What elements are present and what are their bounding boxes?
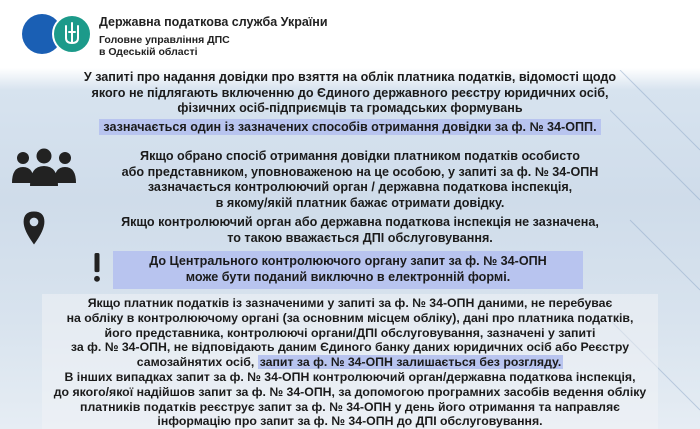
intro-highlight: зазначається один із зазначених способів отримання довідки за ф. № 34-ОПП. xyxy=(99,119,600,135)
mismatch-paragraph xyxy=(10,296,690,429)
header xyxy=(0,0,700,64)
mismatch-line-7: до якого/якої надійшов запит за ф. № 34-ОПН, за допомогою програмних засобів ведення обліку xyxy=(53,384,647,399)
central-line-1: До Центрального контролюючого органу запит за ф. № 34-ОПН xyxy=(149,254,547,268)
department-name xyxy=(99,34,230,58)
central-line-2: може бути поданий виключно в електронній формі. xyxy=(185,269,511,284)
personal-line-2: або представником, уповноваженою на це особою, у запиті за ф. № 34-ОПН xyxy=(121,164,599,179)
mismatch-line-1: Якщо платник податків із зазначеними у запиті за ф. № 34-ОПН даними, не перебуває xyxy=(87,296,613,310)
location-line-1: Якщо контролюючий орган або державна податкова інспекція не зазначена, xyxy=(121,215,599,229)
personal-line-4: в якому/якій платник бажає отримати довідку. xyxy=(215,195,505,210)
location-pin-icon xyxy=(21,208,47,248)
location-line-2: то такою вважається ДПІ обслуговування. xyxy=(227,230,493,245)
department-line-1: Головне управління ДПС xyxy=(99,34,230,46)
department-line-2: в Одеській області xyxy=(99,46,198,58)
mismatch-line-4: за ф. № 34-ОПН, не відповідають даним Єдиного банку даних юридичних осіб або Реєстру xyxy=(70,340,630,355)
intro-line-1: У запиті про надання довідки про взяття на облік платника податків, відомості щодо xyxy=(83,70,617,84)
mismatch-highlight: запит за ф. № 34-ОПН залишається без розгляду. xyxy=(259,355,562,370)
mismatch-line-2: на обліку в контролюючому органі (за основним місцем обліку), дані про платника податків, xyxy=(66,310,634,325)
intro-line-2: якого не підлягають включенню до Єдиного державного реєстру юридичних осіб, xyxy=(91,85,609,100)
org-name: Державна податкова служба України xyxy=(99,15,328,29)
mismatch-line-9: інформацію про запит за ф. № 34-ОПН до ДПІ обслуговування. xyxy=(157,414,543,429)
mismatch-line-5 xyxy=(10,355,690,370)
personal-receipt-paragraph xyxy=(60,149,660,211)
mismatch-line-3: його представника, контролюючі органи/ДПІ обслуговування, зазначені у запиті xyxy=(104,325,596,340)
default-office-paragraph xyxy=(50,215,670,246)
mismatch-line-8: платників податків реєструє запит за ф. № 34-ОПН у день його отримання та направляє xyxy=(80,399,620,414)
intro-paragraph xyxy=(20,70,680,135)
central-office-paragraph xyxy=(113,254,583,285)
exclamation-icon xyxy=(92,253,102,283)
mismatch-line-6: В інших випадках запит за ф. № 34-ОПН контролюючий орган/державна податкова інспекція, xyxy=(64,369,636,384)
mismatch-line-5a: самозайнятих осіб, xyxy=(136,355,255,370)
personal-line-1: Якщо обрано спосіб отримання довідки платником податків особисто xyxy=(140,149,580,163)
personal-line-3: зазначається контролюючий орган / державна податкова інспекція, xyxy=(147,180,573,194)
trident-emblem-icon xyxy=(52,14,92,54)
intro-line-3: фізичних осіб-підприємців та громадських формувань xyxy=(177,101,523,115)
